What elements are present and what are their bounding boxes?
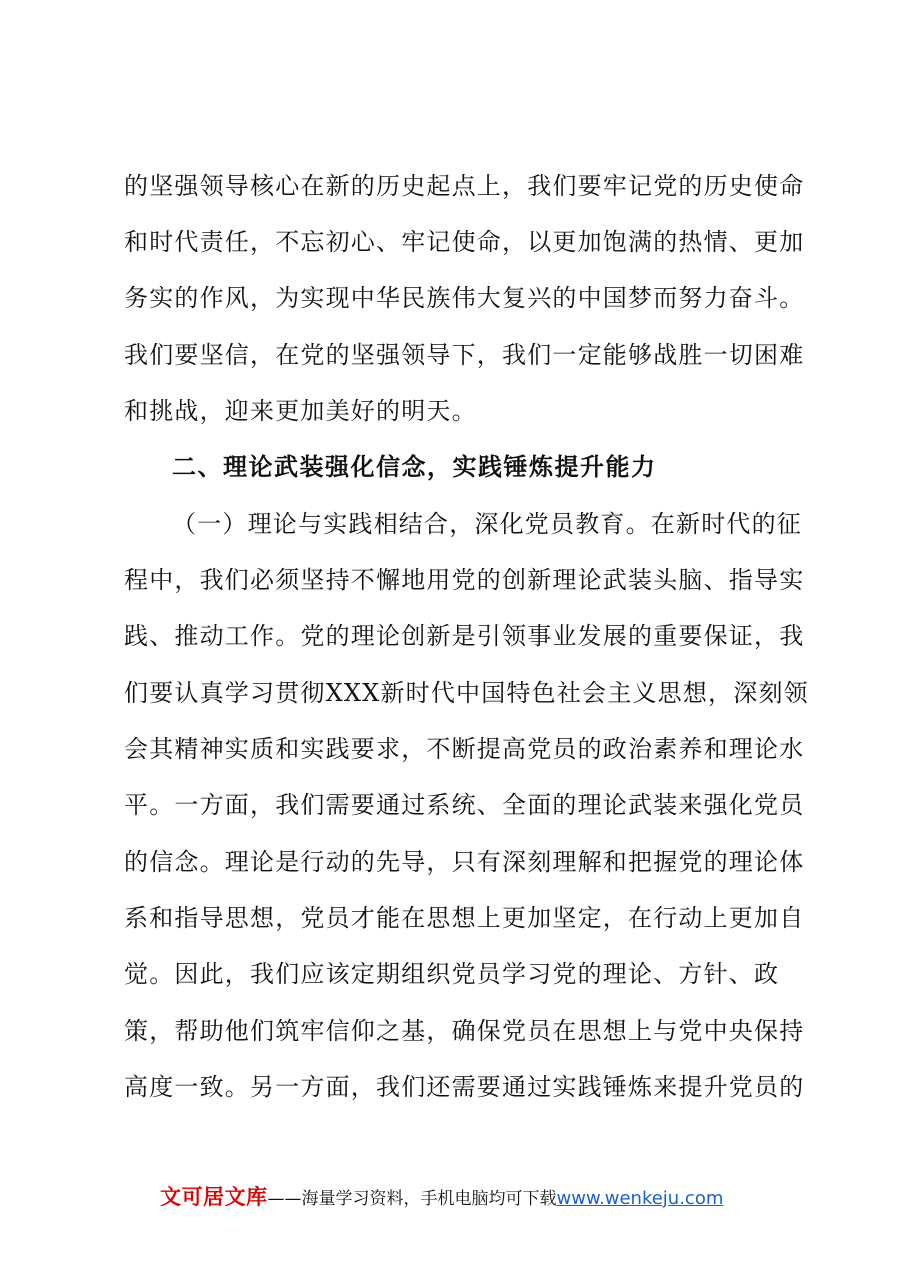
- footer-tagline: ——海量学习资料，手机电脑均可下载: [267, 1189, 557, 1209]
- paragraph-line: 策，帮助他们筑牢信仰之基，确保党员在思想上与党中央保持: [124, 1017, 805, 1045]
- paragraph-line: 务实的作风，为实现中华民族伟大复兴的中国梦而努力奋斗。: [124, 284, 805, 312]
- section-heading: 二、理论武装强化信念，实践锤炼提升能力: [172, 453, 657, 481]
- paragraph-line: 我们要坚信，在党的坚强领导下，我们一定能够战胜一切困难: [124, 341, 805, 369]
- footer-banner: [160, 1183, 723, 1211]
- paragraph-line: 程中，我们必须坚持不懈地用党的创新理论武装头脑、指导实: [124, 566, 805, 594]
- paragraph-line: （一）理论与实践相结合，深化党员教育。在新时代的征: [172, 510, 802, 538]
- brand-name: 文可居文库: [160, 1185, 268, 1209]
- paragraph-line: 和挑战，迎来更加美好的明天。: [124, 397, 477, 425]
- paragraph-line: 系和指导思想，党员才能在思想上更加坚定，在行动上更加自: [124, 904, 805, 932]
- website-link[interactable]: www.wenkeju.com: [556, 1188, 724, 1209]
- paragraph-line: 和时代责任，不忘初心、牢记使命，以更加饱满的热情、更加: [124, 228, 805, 256]
- paragraph-line: 会其精神实质和实践要求，不断提高党员的政治素养和理论水: [124, 735, 805, 763]
- paragraph-line: 们要认真学习贯彻XXX新时代中国特色社会主义思想，深刻领: [124, 679, 809, 707]
- paragraph-line: 的坚强领导核心在新的历史起点上，我们要牢记党的历史使命: [124, 172, 805, 200]
- paragraph-line: 平。一方面，我们需要通过系统、全面的理论武装来强化党员: [124, 791, 805, 819]
- paragraph-line: 觉。因此，我们应该定期组织党员学习党的理论、方针、政: [124, 960, 780, 988]
- paragraph-line: 践、推动工作。党的理论创新是引领事业发展的重要保证，我: [124, 622, 805, 650]
- paragraph-line: 高度一致。另一方面，我们还需要通过实践锤炼来提升党员的: [124, 1073, 805, 1101]
- paragraph-line: 的信念。理论是行动的先导，只有深刻理解和把握党的理论体: [124, 848, 805, 876]
